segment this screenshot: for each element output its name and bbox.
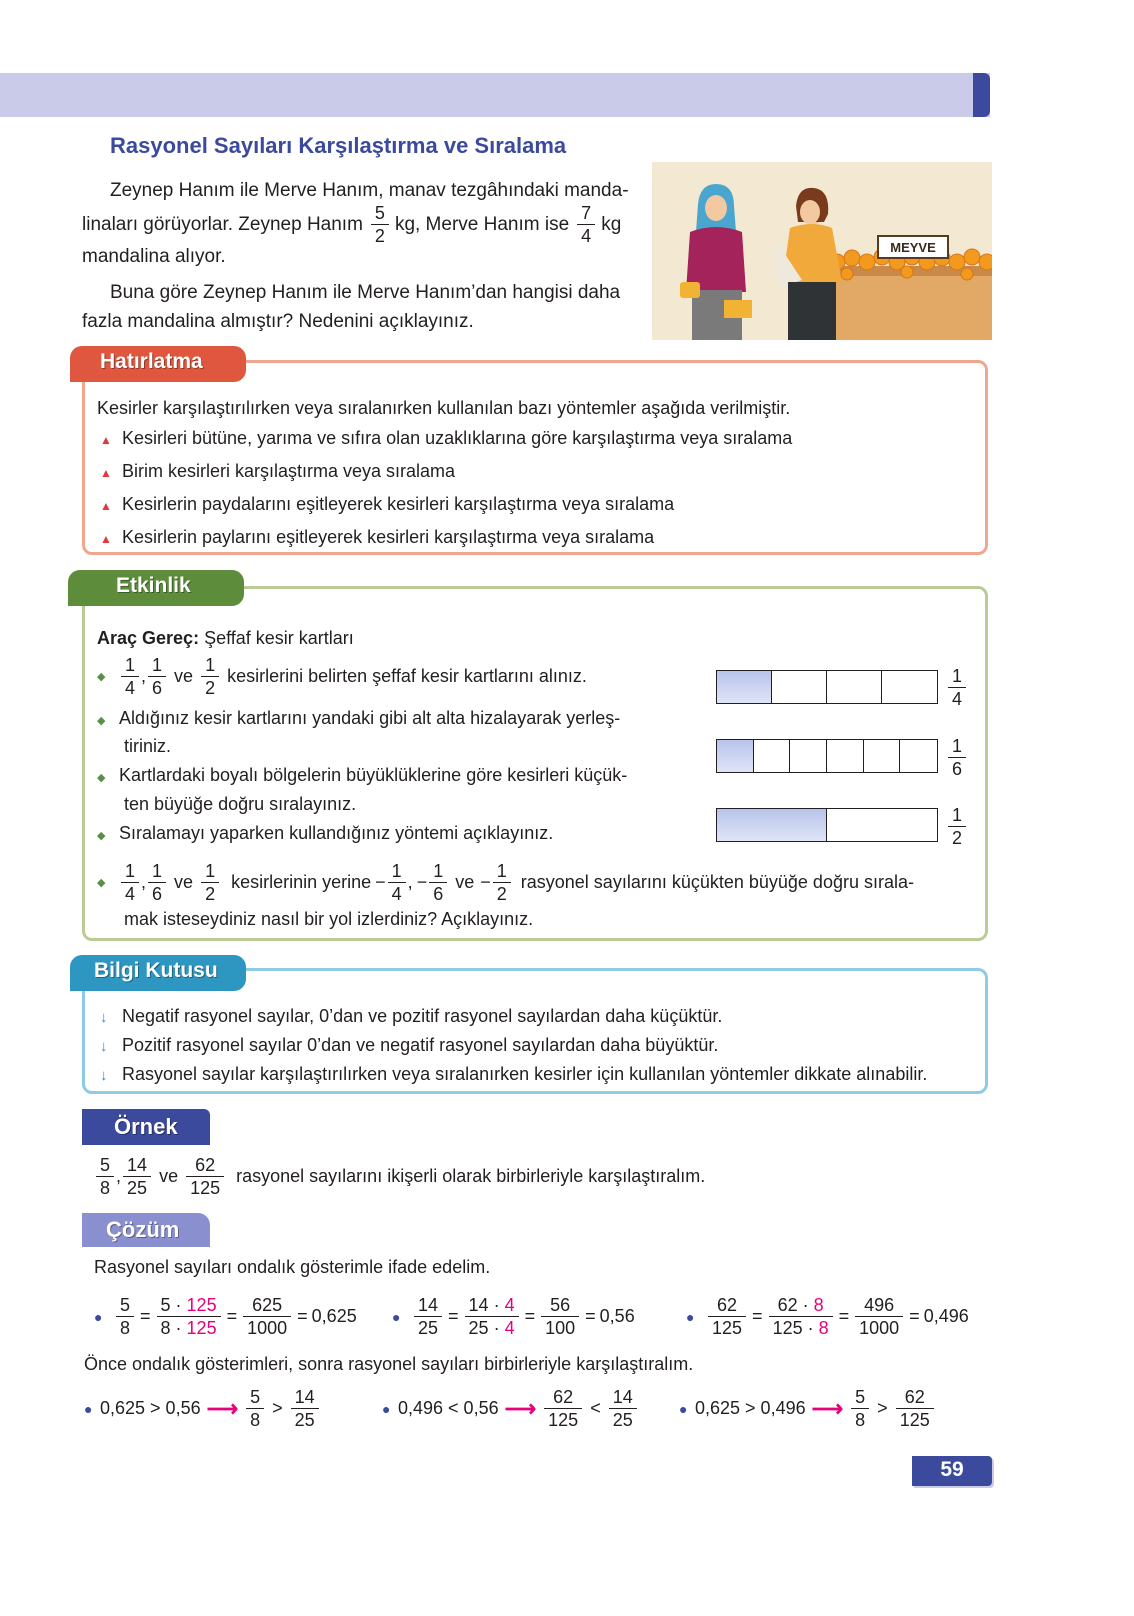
fraction-7-4: $\frac{7}{4}$: [577, 204, 595, 245]
page-title: Rasyonel Sayıları Karşılaştırma ve Sıralama: [110, 133, 567, 158]
pushpin-bullet-icon: ↓: [100, 1038, 108, 1055]
intro-line-3: mandalina alıyor.: [82, 246, 226, 267]
hatirlatma-item-3: ▲ Kesirlerin paydalarını eşitleyerek kesirleri karşılaştırma veya sıralama: [100, 494, 675, 514]
fraction-1-2: $\frac{1}{2}$: [201, 656, 219, 697]
dot-bullet-icon: ●: [686, 1308, 695, 1325]
page-number: 59: [940, 1458, 964, 1481]
conversion-2: ● $\frac{14}{25}$ = $\frac{14 \cdot 4}{25 \cdot 4}$ = $\frac{56}{100}$ = 0,56: [392, 1295, 635, 1338]
etkinlik-bullet-5b: mak isteseydiniz nasıl bir yol izlerdiniz? Açıklayınız.: [124, 909, 534, 929]
comparison-3: ● 0,625 > 0,496 ⟶ $\frac{5}{8}$ > $\frac{62}{125}$: [679, 1388, 936, 1429]
hatirlatma-box: [82, 360, 988, 555]
diamond-bullet-icon: ◆: [97, 830, 106, 842]
hatirlatma-item-2: ▲ Birim kesirleri karşılaştırma veya sıralama: [100, 461, 456, 481]
dot-bullet-icon: ●: [94, 1308, 103, 1325]
intro-line-4: Buna göre Zeynep Hanım ile Merve Hanım’dan hangisi daha: [110, 282, 621, 303]
intro-line-2c: kg: [601, 213, 622, 235]
conversion-1: ● $\frac{5}{8}$ = $\frac{5 \cdot 125}{8 \cdot 125}$ = $\frac{625}{1000}$ = 0,625: [94, 1295, 357, 1338]
comparison-1: ● 0,625 > 0,56 ⟶ $\frac{5}{8}$ > $\frac{14}{25}$: [84, 1388, 321, 1429]
bilgi-tab: Bilgi Kutusu: [70, 955, 246, 991]
header-band: [0, 73, 990, 117]
etkinlik-tab: Etkinlik: [68, 570, 244, 606]
fraction-62-125: $\frac{62}{125}$: [186, 1156, 224, 1197]
market-illustration: [652, 162, 992, 340]
fraction-1-2: $\frac{1}{2}$: [201, 862, 219, 903]
diamond-bullet-icon: ◆: [97, 877, 106, 889]
triangle-bullet-icon: ▲: [100, 532, 112, 546]
fraction-neg-1-4: $\frac{1}{4}$: [388, 862, 406, 903]
etkinlik-bullet-3: ◆ Kartlardaki boyalı bölgelerin büyüklüklerine göre kesirleri küçük-: [97, 765, 628, 785]
etkinlik-bullet-3b: ten büyüğe doğru sıralayınız.: [124, 794, 357, 814]
fraction-14-25: $\frac{14}{25}$: [123, 1156, 151, 1197]
arac-gerec: Araç Gereç: Şeffaf kesir kartları: [97, 628, 354, 648]
dot-bullet-icon: ●: [382, 1400, 391, 1417]
hatirlatma-item-1: ▲ Kesirleri bütüne, yarıma ve sıfıra olan uzaklıklarına göre karşılaştırma veya sıralama: [100, 428, 793, 448]
cozum-line-2: Önce ondalık gösterimleri, sonra rasyonel sayıları birbirleriyle karşılaştıralım.: [84, 1354, 694, 1374]
bilgi-item-2: ↓ Pozitif rasyonel sayılar 0’dan ve negatif rasyonel sayılardan daha büyüktür.: [100, 1035, 719, 1055]
intro-line-1: Zeynep Hanım ile Merve Hanım, manav tezgâhındaki manda-: [110, 180, 629, 201]
arrow-right-icon: ⟶: [206, 1395, 239, 1421]
dot-bullet-icon: ●: [392, 1308, 401, 1325]
fraction-neg-1-6: $\frac{1}{6}$: [429, 862, 447, 903]
fraction-card-quarter: [716, 670, 938, 704]
ornek-statement: $\frac{5}{8}$ , $\frac{14}{25}$ ve $\frac{62}{125}$ rasyonel sayılarını ikişerli olarak birbirleriyle karşılaştıralım.: [94, 1156, 705, 1197]
fraction-card-sixth: [716, 739, 938, 773]
fraction-neg-1-2: $\frac{1}{2}$: [493, 862, 511, 903]
hatirlatma-intro: Kesirler karşılaştırılırken veya sıralanırken kullanılan bazı yöntemler aşağıda verilmiştir.: [97, 398, 791, 418]
fraction-card-half: [716, 808, 938, 842]
diamond-bullet-icon: ◆: [97, 671, 106, 683]
hatirlatma-tab: Hatırlatma: [70, 346, 246, 382]
card-label-1-6: $\frac{1}{6}$: [948, 737, 966, 778]
bilgi-item-3: ↓ Rasyonel sayılar karşılaştırılırken veya sıralanırken kesirler için kullanılan yöntemler dikkate alınabilir.: [100, 1064, 928, 1084]
diamond-bullet-icon: ◆: [97, 715, 106, 727]
cozum-line-1: Rasyonel sayıları ondalık gösterimle ifade edelim.: [94, 1257, 491, 1277]
conversion-3: ● $\frac{62}{125}$ = $\frac{62 \cdot 8}{125 \cdot 8}$ = $\frac{496}{1000}$ = 0,496: [686, 1295, 969, 1338]
cozum-tab: Çözüm: [82, 1213, 210, 1247]
fraction-5-2: $\frac{5}{2}$: [371, 204, 389, 245]
arrow-right-icon: ⟶: [811, 1395, 844, 1421]
etkinlik-bullet-2: ◆ Aldığınız kesir kartlarını yandaki gibi alt alta hizalayarak yerleş-: [97, 708, 621, 728]
fraction-1-4: $\frac{1}{4}$: [121, 656, 139, 697]
intro-line-2: [82, 204, 621, 245]
market-illustration-svg: [652, 162, 992, 340]
triangle-bullet-icon: ▲: [100, 466, 112, 480]
arrow-right-icon: ⟶: [504, 1395, 537, 1421]
diamond-bullet-icon: ◆: [97, 772, 106, 784]
etkinlik-bullet-2b: tiriniz.: [124, 736, 172, 756]
ornek-tab: Örnek: [82, 1109, 210, 1145]
header-accent: [973, 73, 990, 117]
intro-line-2b: kg, Merve Hanım ise: [394, 213, 570, 235]
etkinlik-bullet-1: ◆ $\frac{1}{4}$ , $\frac{1}{6}$ ve $\frac{1}{2}$ kesirlerini belirten şeffaf kesir kartlarını alınız.: [97, 655, 587, 698]
triangle-bullet-icon: ▲: [100, 499, 112, 513]
meyve-sign: MEYVE: [890, 240, 936, 255]
bilgi-item-1: ↓ Negatif rasyonel sayılar, 0’dan ve pozitif rasyonel sayılardan daha küçüktür.: [100, 1006, 723, 1026]
dot-bullet-icon: ●: [84, 1400, 93, 1417]
etkinlik-bullet-5: ◆ $\frac{1}{4}$ , $\frac{1}{6}$ ve $\frac{1}{2}$ kesirlerinin yerine − $\frac{1}{4}$ , − $\frac{1}{6}$ ve − $\frac{1}{2}$ rasyonel sayılarını küçükten büyüğe doğru sırala-: [97, 861, 914, 904]
etkinlik-bullet-4: ◆ Sıralamayı yaparken kullandığınız yöntemi açıklayınız.: [97, 823, 554, 843]
intro-line-5: fazla mandalina almıştır? Nedenini açıklayınız.: [82, 311, 474, 332]
fraction-1-6: $\frac{1}{6}$: [148, 862, 166, 903]
pushpin-bullet-icon: ↓: [100, 1009, 108, 1026]
triangle-bullet-icon: ▲: [100, 433, 112, 447]
card-label-1-2: $\frac{1}{2}$: [948, 806, 966, 847]
fraction-5-8: $\frac{5}{8}$: [96, 1156, 114, 1197]
card-label-1-4: $\frac{1}{4}$: [948, 667, 966, 708]
intro-line-2a: linaları görüyorlar. Zeynep Hanım: [82, 213, 363, 235]
fraction-1-4: $\frac{1}{4}$: [121, 862, 139, 903]
hatirlatma-item-4: ▲ Kesirlerin paylarını eşitleyerek kesirleri karşılaştırma veya sıralama: [100, 527, 655, 547]
comparison-2: ● 0,496 < 0,56 ⟶ $\frac{62}{125}$ < $\frac{14}{25}$: [382, 1388, 639, 1429]
fraction-1-6: $\frac{1}{6}$: [148, 656, 166, 697]
pushpin-bullet-icon: ↓: [100, 1067, 108, 1084]
dot-bullet-icon: ●: [679, 1400, 688, 1417]
